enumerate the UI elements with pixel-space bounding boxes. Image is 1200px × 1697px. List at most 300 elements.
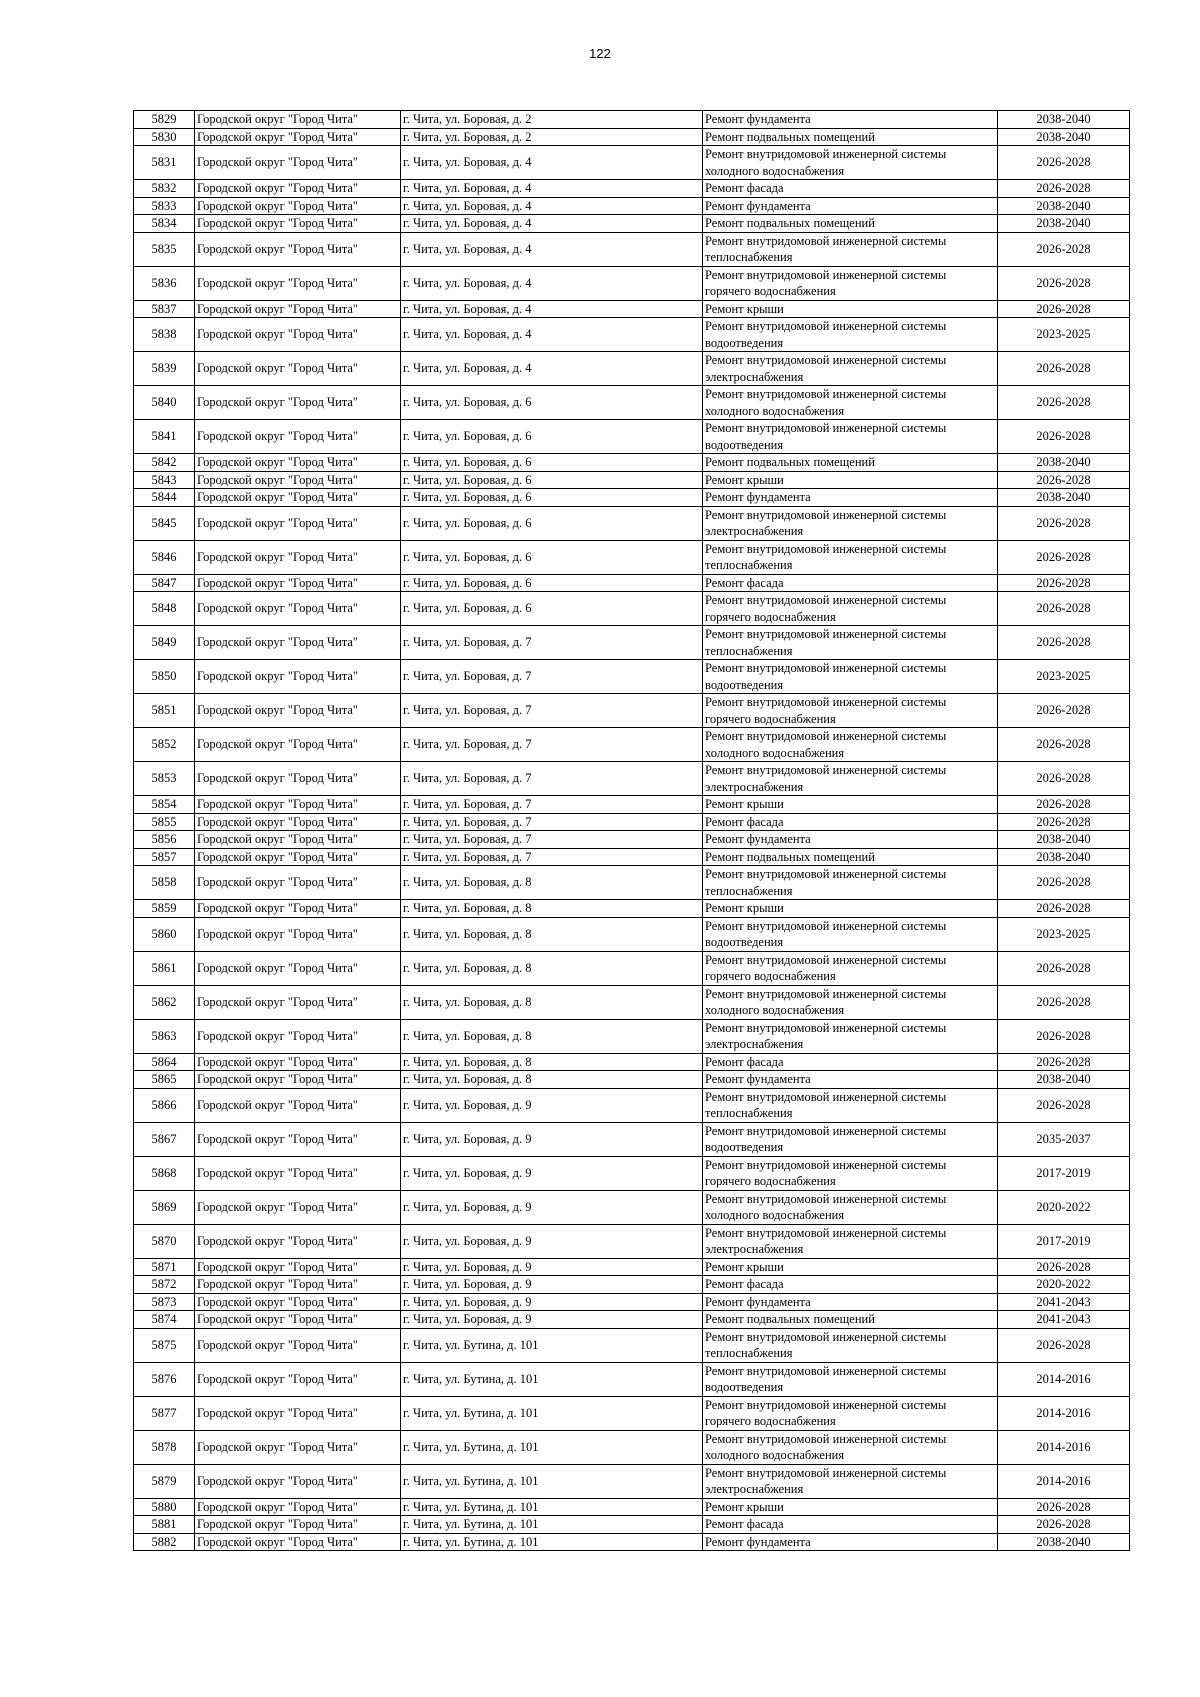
address-cell: г. Чита, ул. Боровая, д. 6 bbox=[401, 489, 703, 507]
work-type-cell: Ремонт крыши bbox=[703, 796, 998, 814]
table-row bbox=[134, 917, 1130, 951]
municipality-cell: Городской округ "Город Чита" bbox=[195, 111, 401, 129]
municipality-cell: Городской округ "Город Чита" bbox=[195, 1258, 401, 1276]
table-row bbox=[134, 728, 1130, 762]
period-cell: 2026-2028 bbox=[998, 694, 1130, 728]
row-number-cell: 5850 bbox=[134, 660, 195, 694]
table-row bbox=[134, 471, 1130, 489]
table-row bbox=[134, 146, 1130, 180]
period-cell: 2026-2028 bbox=[998, 728, 1130, 762]
row-number-cell: 5881 bbox=[134, 1516, 195, 1534]
period-cell: 2026-2028 bbox=[998, 813, 1130, 831]
row-number-cell: 5882 bbox=[134, 1533, 195, 1551]
address-cell: г. Чита, ул. Боровая, д. 9 bbox=[401, 1293, 703, 1311]
table-row bbox=[134, 1258, 1130, 1276]
municipality-cell: Городской округ "Город Чита" bbox=[195, 866, 401, 900]
period-cell: 2023-2025 bbox=[998, 917, 1130, 951]
row-number-cell: 5830 bbox=[134, 128, 195, 146]
period-cell: 2026-2028 bbox=[998, 796, 1130, 814]
address-cell: г. Чита, ул. Боровая, д. 8 bbox=[401, 917, 703, 951]
row-number-cell: 5841 bbox=[134, 420, 195, 454]
work-type-cell: Ремонт внутридомовой инженерной системы электроснабжения bbox=[703, 1019, 998, 1053]
row-number-cell: 5852 bbox=[134, 728, 195, 762]
row-number-cell: 5878 bbox=[134, 1430, 195, 1464]
table-row bbox=[134, 540, 1130, 574]
table-row bbox=[134, 1122, 1130, 1156]
work-type-cell: Ремонт внутридомовой инженерной системы горячего водоснабжения bbox=[703, 266, 998, 300]
address-cell: г. Чита, ул. Боровая, д. 8 bbox=[401, 951, 703, 985]
row-number-cell: 5869 bbox=[134, 1190, 195, 1224]
row-number-cell: 5855 bbox=[134, 813, 195, 831]
work-type-cell: Ремонт фундамента bbox=[703, 1533, 998, 1551]
table-row bbox=[134, 266, 1130, 300]
municipality-cell: Городской округ "Город Чита" bbox=[195, 1533, 401, 1551]
address-cell: г. Чита, ул. Боровая, д. 2 bbox=[401, 111, 703, 129]
work-type-cell: Ремонт фасада bbox=[703, 574, 998, 592]
period-cell: 2038-2040 bbox=[998, 489, 1130, 507]
table-row bbox=[134, 489, 1130, 507]
municipality-cell: Городской округ "Город Чита" bbox=[195, 128, 401, 146]
row-number-cell: 5862 bbox=[134, 985, 195, 1019]
work-type-cell: Ремонт подвальных помещений bbox=[703, 1311, 998, 1329]
row-number-cell: 5831 bbox=[134, 146, 195, 180]
row-number-cell: 5865 bbox=[134, 1071, 195, 1089]
row-number-cell: 5845 bbox=[134, 506, 195, 540]
address-cell: г. Чита, ул. Боровая, д. 9 bbox=[401, 1276, 703, 1294]
work-type-cell: Ремонт внутридомовой инженерной системы теплоснабжения bbox=[703, 232, 998, 266]
municipality-cell: Городской округ "Город Чита" bbox=[195, 300, 401, 318]
table-row bbox=[134, 1430, 1130, 1464]
period-cell: 2038-2040 bbox=[998, 848, 1130, 866]
address-cell: г. Чита, ул. Бутина, д. 101 bbox=[401, 1498, 703, 1516]
row-number-cell: 5834 bbox=[134, 215, 195, 233]
work-type-cell: Ремонт внутридомовой инженерной системы электроснабжения bbox=[703, 352, 998, 386]
row-number-cell: 5859 bbox=[134, 900, 195, 918]
municipality-cell: Городской округ "Город Чита" bbox=[195, 506, 401, 540]
row-number-cell: 5858 bbox=[134, 866, 195, 900]
address-cell: г. Чита, ул. Боровая, д. 4 bbox=[401, 197, 703, 215]
row-number-cell: 5877 bbox=[134, 1396, 195, 1430]
work-type-cell: Ремонт внутридомовой инженерной системы холодного водоснабжения bbox=[703, 1430, 998, 1464]
address-cell: г. Чита, ул. Боровая, д. 8 bbox=[401, 1019, 703, 1053]
address-cell: г. Чита, ул. Боровая, д. 6 bbox=[401, 471, 703, 489]
row-number-cell: 5848 bbox=[134, 592, 195, 626]
period-cell: 2026-2028 bbox=[998, 506, 1130, 540]
municipality-cell: Городской округ "Город Чита" bbox=[195, 985, 401, 1019]
period-cell: 2035-2037 bbox=[998, 1122, 1130, 1156]
period-cell: 2041-2043 bbox=[998, 1311, 1130, 1329]
work-type-cell: Ремонт внутридомовой инженерной системы электроснабжения bbox=[703, 1464, 998, 1498]
row-number-cell: 5847 bbox=[134, 574, 195, 592]
address-cell: г. Чита, ул. Боровая, д. 9 bbox=[401, 1156, 703, 1190]
table-row bbox=[134, 352, 1130, 386]
period-cell: 2017-2019 bbox=[998, 1224, 1130, 1258]
address-cell: г. Чита, ул. Бутина, д. 101 bbox=[401, 1516, 703, 1534]
municipality-cell: Городской округ "Город Чита" bbox=[195, 540, 401, 574]
period-cell: 2026-2028 bbox=[998, 386, 1130, 420]
work-type-cell: Ремонт фундамента bbox=[703, 1293, 998, 1311]
period-cell: 2038-2040 bbox=[998, 454, 1130, 472]
address-cell: г. Чита, ул. Боровая, д. 6 bbox=[401, 454, 703, 472]
table-row bbox=[134, 592, 1130, 626]
municipality-cell: Городской округ "Город Чита" bbox=[195, 1396, 401, 1430]
period-cell: 2038-2040 bbox=[998, 831, 1130, 849]
municipality-cell: Городской округ "Город Чита" bbox=[195, 626, 401, 660]
table-row bbox=[134, 180, 1130, 198]
period-cell: 2038-2040 bbox=[998, 111, 1130, 129]
row-number-cell: 5868 bbox=[134, 1156, 195, 1190]
work-type-cell: Ремонт внутридомовой инженерной системы электроснабжения bbox=[703, 1224, 998, 1258]
period-cell: 2038-2040 bbox=[998, 1533, 1130, 1551]
address-cell: г. Чита, ул. Боровая, д. 2 bbox=[401, 128, 703, 146]
address-cell: г. Чита, ул. Боровая, д. 6 bbox=[401, 574, 703, 592]
period-cell: 2026-2028 bbox=[998, 1258, 1130, 1276]
table-row bbox=[134, 1396, 1130, 1430]
municipality-cell: Городской округ "Город Чита" bbox=[195, 728, 401, 762]
period-cell: 2026-2028 bbox=[998, 626, 1130, 660]
work-type-cell: Ремонт внутридомовой инженерной системы горячего водоснабжения bbox=[703, 1396, 998, 1430]
municipality-cell: Городской округ "Город Чита" bbox=[195, 454, 401, 472]
table-row bbox=[134, 1311, 1130, 1329]
work-type-cell: Ремонт внутридомовой инженерной системы водоотведения bbox=[703, 660, 998, 694]
work-type-cell: Ремонт крыши bbox=[703, 471, 998, 489]
row-number-cell: 5842 bbox=[134, 454, 195, 472]
work-type-cell: Ремонт внутридомовой инженерной системы теплоснабжения bbox=[703, 866, 998, 900]
row-number-cell: 5846 bbox=[134, 540, 195, 574]
municipality-cell: Городской округ "Город Чита" bbox=[195, 1122, 401, 1156]
row-number-cell: 5829 bbox=[134, 111, 195, 129]
period-cell: 2023-2025 bbox=[998, 660, 1130, 694]
row-number-cell: 5853 bbox=[134, 762, 195, 796]
table-row bbox=[134, 197, 1130, 215]
work-type-cell: Ремонт внутридомовой инженерной системы холодного водоснабжения bbox=[703, 1190, 998, 1224]
period-cell: 2038-2040 bbox=[998, 197, 1130, 215]
work-type-cell: Ремонт фундамента bbox=[703, 197, 998, 215]
table-row bbox=[134, 831, 1130, 849]
row-number-cell: 5832 bbox=[134, 180, 195, 198]
table-row bbox=[134, 420, 1130, 454]
municipality-cell: Городской округ "Город Чита" bbox=[195, 900, 401, 918]
municipality-cell: Городской округ "Город Чита" bbox=[195, 1156, 401, 1190]
work-type-cell: Ремонт подвальных помещений bbox=[703, 128, 998, 146]
municipality-cell: Городской округ "Город Чита" bbox=[195, 1498, 401, 1516]
municipality-cell: Городской округ "Город Чита" bbox=[195, 831, 401, 849]
municipality-cell: Городской округ "Город Чита" bbox=[195, 1516, 401, 1534]
period-cell: 2026-2028 bbox=[998, 540, 1130, 574]
work-type-cell: Ремонт крыши bbox=[703, 300, 998, 318]
municipality-cell: Городской округ "Город Чита" bbox=[195, 1088, 401, 1122]
address-cell: г. Чита, ул. Боровая, д. 4 bbox=[401, 318, 703, 352]
period-cell: 2026-2028 bbox=[998, 866, 1130, 900]
row-number-cell: 5872 bbox=[134, 1276, 195, 1294]
address-cell: г. Чита, ул. Боровая, д. 9 bbox=[401, 1122, 703, 1156]
municipality-cell: Городской округ "Город Чита" bbox=[195, 471, 401, 489]
period-cell: 2026-2028 bbox=[998, 951, 1130, 985]
row-number-cell: 5875 bbox=[134, 1328, 195, 1362]
row-number-cell: 5839 bbox=[134, 352, 195, 386]
row-number-cell: 5836 bbox=[134, 266, 195, 300]
municipality-cell: Городской округ "Город Чита" bbox=[195, 1293, 401, 1311]
table-row bbox=[134, 660, 1130, 694]
work-type-cell: Ремонт фасада bbox=[703, 1276, 998, 1294]
work-type-cell: Ремонт внутридомовой инженерной системы электроснабжения bbox=[703, 506, 998, 540]
address-cell: г. Чита, ул. Боровая, д. 7 bbox=[401, 813, 703, 831]
work-type-cell: Ремонт подвальных помещений bbox=[703, 848, 998, 866]
municipality-cell: Городской округ "Город Чита" bbox=[195, 215, 401, 233]
period-cell: 2020-2022 bbox=[998, 1190, 1130, 1224]
table-row bbox=[134, 386, 1130, 420]
work-type-cell: Ремонт крыши bbox=[703, 900, 998, 918]
page-number: 122 bbox=[589, 46, 611, 61]
period-cell: 2026-2028 bbox=[998, 300, 1130, 318]
municipality-cell: Городской округ "Город Чита" bbox=[195, 1311, 401, 1329]
work-type-cell: Ремонт внутридомовой инженерной системы горячего водоснабжения bbox=[703, 1156, 998, 1190]
table-row bbox=[134, 1362, 1130, 1396]
address-cell: г. Чита, ул. Боровая, д. 6 bbox=[401, 540, 703, 574]
period-cell: 2041-2043 bbox=[998, 1293, 1130, 1311]
municipality-cell: Городской округ "Город Чита" bbox=[195, 1190, 401, 1224]
address-cell: г. Чита, ул. Бутина, д. 101 bbox=[401, 1362, 703, 1396]
work-type-cell: Ремонт внутридомовой инженерной системы теплоснабжения bbox=[703, 540, 998, 574]
row-number-cell: 5879 bbox=[134, 1464, 195, 1498]
period-cell: 2026-2028 bbox=[998, 985, 1130, 1019]
period-cell: 2026-2028 bbox=[998, 420, 1130, 454]
work-type-cell: Ремонт фасада bbox=[703, 180, 998, 198]
work-type-cell: Ремонт внутридомовой инженерной системы теплоснабжения bbox=[703, 1328, 998, 1362]
municipality-cell: Городской округ "Город Чита" bbox=[195, 266, 401, 300]
address-cell: г. Чита, ул. Боровая, д. 4 bbox=[401, 232, 703, 266]
municipality-cell: Городской округ "Город Чита" bbox=[195, 232, 401, 266]
work-type-cell: Ремонт фасада bbox=[703, 1053, 998, 1071]
row-number-cell: 5880 bbox=[134, 1498, 195, 1516]
table-row bbox=[134, 900, 1130, 918]
table-row bbox=[134, 1224, 1130, 1258]
row-number-cell: 5849 bbox=[134, 626, 195, 660]
row-number-cell: 5851 bbox=[134, 694, 195, 728]
table-row bbox=[134, 866, 1130, 900]
address-cell: г. Чита, ул. Боровая, д. 8 bbox=[401, 985, 703, 1019]
row-number-cell: 5871 bbox=[134, 1258, 195, 1276]
address-cell: г. Чита, ул. Боровая, д. 6 bbox=[401, 592, 703, 626]
work-type-cell: Ремонт фундамента bbox=[703, 831, 998, 849]
work-type-cell: Ремонт внутридомовой инженерной системы электроснабжения bbox=[703, 762, 998, 796]
period-cell: 2014-2016 bbox=[998, 1464, 1130, 1498]
table-row bbox=[134, 1464, 1130, 1498]
work-type-cell: Ремонт внутридомовой инженерной системы водоотведения bbox=[703, 318, 998, 352]
municipality-cell: Городской округ "Город Чита" bbox=[195, 762, 401, 796]
address-cell: г. Чита, ул. Боровая, д. 4 bbox=[401, 266, 703, 300]
row-number-cell: 5873 bbox=[134, 1293, 195, 1311]
address-cell: г. Чита, ул. Боровая, д. 4 bbox=[401, 146, 703, 180]
table-row bbox=[134, 1190, 1130, 1224]
address-cell: г. Чита, ул. Бутина, д. 101 bbox=[401, 1430, 703, 1464]
address-cell: г. Чита, ул. Боровая, д. 7 bbox=[401, 796, 703, 814]
row-number-cell: 5867 bbox=[134, 1122, 195, 1156]
row-number-cell: 5870 bbox=[134, 1224, 195, 1258]
row-number-cell: 5843 bbox=[134, 471, 195, 489]
table-row bbox=[134, 1533, 1130, 1551]
work-type-cell: Ремонт фундамента bbox=[703, 111, 998, 129]
period-cell: 2026-2028 bbox=[998, 574, 1130, 592]
row-number-cell: 5833 bbox=[134, 197, 195, 215]
row-number-cell: 5864 bbox=[134, 1053, 195, 1071]
municipality-cell: Городской округ "Город Чита" bbox=[195, 1276, 401, 1294]
period-cell: 2014-2016 bbox=[998, 1396, 1130, 1430]
work-type-cell: Ремонт крыши bbox=[703, 1498, 998, 1516]
table-row bbox=[134, 215, 1130, 233]
row-number-cell: 5863 bbox=[134, 1019, 195, 1053]
municipality-cell: Городской округ "Город Чита" bbox=[195, 318, 401, 352]
address-cell: г. Чита, ул. Боровая, д. 6 bbox=[401, 420, 703, 454]
table-row bbox=[134, 1156, 1130, 1190]
work-type-cell: Ремонт внутридомовой инженерной системы теплоснабжения bbox=[703, 1088, 998, 1122]
work-type-cell: Ремонт фасада bbox=[703, 1516, 998, 1534]
period-cell: 2026-2028 bbox=[998, 1516, 1130, 1534]
address-cell: г. Чита, ул. Боровая, д. 7 bbox=[401, 728, 703, 762]
municipality-cell: Городской округ "Город Чита" bbox=[195, 1071, 401, 1089]
address-cell: г. Чита, ул. Боровая, д. 8 bbox=[401, 900, 703, 918]
address-cell: г. Чита, ул. Боровая, д. 7 bbox=[401, 626, 703, 660]
work-type-cell: Ремонт крыши bbox=[703, 1258, 998, 1276]
table-row bbox=[134, 1516, 1130, 1534]
address-cell: г. Чита, ул. Бутина, д. 101 bbox=[401, 1396, 703, 1430]
address-cell: г. Чита, ул. Боровая, д. 4 bbox=[401, 352, 703, 386]
table-row bbox=[134, 694, 1130, 728]
work-type-cell: Ремонт внутридомовой инженерной системы водоотведения bbox=[703, 1122, 998, 1156]
municipality-cell: Городской округ "Город Чита" bbox=[195, 1224, 401, 1258]
municipality-cell: Городской округ "Город Чита" bbox=[195, 1328, 401, 1362]
municipality-cell: Городской округ "Город Чита" bbox=[195, 386, 401, 420]
municipality-cell: Городской округ "Город Чита" bbox=[195, 180, 401, 198]
row-number-cell: 5866 bbox=[134, 1088, 195, 1122]
work-type-cell: Ремонт подвальных помещений bbox=[703, 454, 998, 472]
address-cell: г. Чита, ул. Боровая, д. 4 bbox=[401, 180, 703, 198]
address-cell: г. Чита, ул. Боровая, д. 7 bbox=[401, 660, 703, 694]
address-cell: г. Чита, ул. Боровая, д. 4 bbox=[401, 215, 703, 233]
address-cell: г. Чита, ул. Бутина, д. 101 bbox=[401, 1328, 703, 1362]
row-number-cell: 5835 bbox=[134, 232, 195, 266]
period-cell: 2026-2028 bbox=[998, 1088, 1130, 1122]
table-row bbox=[134, 1498, 1130, 1516]
table-row bbox=[134, 1071, 1130, 1089]
address-cell: г. Чита, ул. Боровая, д. 6 bbox=[401, 506, 703, 540]
table-row bbox=[134, 1293, 1130, 1311]
work-type-cell: Ремонт внутридомовой инженерной системы горячего водоснабжения bbox=[703, 592, 998, 626]
period-cell: 2026-2028 bbox=[998, 471, 1130, 489]
municipality-cell: Городской округ "Город Чита" bbox=[195, 917, 401, 951]
table-row bbox=[134, 318, 1130, 352]
row-number-cell: 5838 bbox=[134, 318, 195, 352]
municipality-cell: Городской округ "Город Чита" bbox=[195, 1053, 401, 1071]
table-row bbox=[134, 796, 1130, 814]
municipality-cell: Городской округ "Город Чита" bbox=[195, 1464, 401, 1498]
work-type-cell: Ремонт внутридомовой инженерной системы холодного водоснабжения bbox=[703, 985, 998, 1019]
table-row bbox=[134, 813, 1130, 831]
municipality-cell: Городской округ "Город Чита" bbox=[195, 592, 401, 626]
period-cell: 2023-2025 bbox=[998, 318, 1130, 352]
municipality-cell: Городской округ "Город Чита" bbox=[195, 146, 401, 180]
work-type-cell: Ремонт подвальных помещений bbox=[703, 215, 998, 233]
work-type-cell: Ремонт внутридомовой инженерной системы горячего водоснабжения bbox=[703, 951, 998, 985]
row-number-cell: 5857 bbox=[134, 848, 195, 866]
period-cell: 2026-2028 bbox=[998, 1328, 1130, 1362]
address-cell: г. Чита, ул. Боровая, д. 7 bbox=[401, 848, 703, 866]
municipality-cell: Городской округ "Город Чита" bbox=[195, 420, 401, 454]
address-cell: г. Чита, ул. Боровая, д. 8 bbox=[401, 1071, 703, 1089]
municipality-cell: Городской округ "Город Чита" bbox=[195, 1362, 401, 1396]
table-row bbox=[134, 951, 1130, 985]
period-cell: 2026-2028 bbox=[998, 266, 1130, 300]
table-row bbox=[134, 985, 1130, 1019]
work-type-cell: Ремонт фундамента bbox=[703, 489, 998, 507]
period-cell: 2026-2028 bbox=[998, 232, 1130, 266]
work-type-cell: Ремонт внутридомовой инженерной системы горячего водоснабжения bbox=[703, 694, 998, 728]
work-type-cell: Ремонт внутридомовой инженерной системы холодного водоснабжения bbox=[703, 146, 998, 180]
period-cell: 2026-2028 bbox=[998, 900, 1130, 918]
municipality-cell: Городской округ "Город Чита" bbox=[195, 813, 401, 831]
table-row bbox=[134, 454, 1130, 472]
table-row bbox=[134, 300, 1130, 318]
table-row bbox=[134, 574, 1130, 592]
municipality-cell: Городской округ "Город Чита" bbox=[195, 848, 401, 866]
municipality-cell: Городской округ "Город Чита" bbox=[195, 352, 401, 386]
address-cell: г. Чита, ул. Боровая, д. 6 bbox=[401, 386, 703, 420]
table-row bbox=[134, 762, 1130, 796]
period-cell: 2038-2040 bbox=[998, 215, 1130, 233]
address-cell: г. Чита, ул. Боровая, д. 7 bbox=[401, 694, 703, 728]
municipality-cell: Городской округ "Город Чита" bbox=[195, 660, 401, 694]
table-row bbox=[134, 1276, 1130, 1294]
period-cell: 2026-2028 bbox=[998, 352, 1130, 386]
period-cell: 2026-2028 bbox=[998, 592, 1130, 626]
address-cell: г. Чита, ул. Боровая, д. 9 bbox=[401, 1311, 703, 1329]
address-cell: г. Чита, ул. Боровая, д. 4 bbox=[401, 300, 703, 318]
period-cell: 2038-2040 bbox=[998, 128, 1130, 146]
period-cell: 2026-2028 bbox=[998, 180, 1130, 198]
municipality-cell: Городской округ "Город Чита" bbox=[195, 796, 401, 814]
work-type-cell: Ремонт внутридомовой инженерной системы холодного водоснабжения bbox=[703, 386, 998, 420]
address-cell: г. Чита, ул. Бутина, д. 101 bbox=[401, 1464, 703, 1498]
repair-schedule-table bbox=[133, 110, 1130, 1551]
municipality-cell: Городской округ "Город Чита" bbox=[195, 951, 401, 985]
municipality-cell: Городской округ "Город Чита" bbox=[195, 489, 401, 507]
period-cell: 2026-2028 bbox=[998, 1498, 1130, 1516]
table-row bbox=[134, 1019, 1130, 1053]
period-cell: 2014-2016 bbox=[998, 1362, 1130, 1396]
row-number-cell: 5876 bbox=[134, 1362, 195, 1396]
work-type-cell: Ремонт внутридомовой инженерной системы теплоснабжения bbox=[703, 626, 998, 660]
address-cell: г. Чита, ул. Боровая, д. 9 bbox=[401, 1088, 703, 1122]
table-row bbox=[134, 848, 1130, 866]
municipality-cell: Городской округ "Город Чита" bbox=[195, 197, 401, 215]
address-cell: г. Чита, ул. Боровая, д. 9 bbox=[401, 1190, 703, 1224]
period-cell: 2017-2019 bbox=[998, 1156, 1130, 1190]
table-row bbox=[134, 626, 1130, 660]
table-row bbox=[134, 1088, 1130, 1122]
address-cell: г. Чита, ул. Боровая, д. 9 bbox=[401, 1224, 703, 1258]
municipality-cell: Городской округ "Город Чита" bbox=[195, 1430, 401, 1464]
work-type-cell: Ремонт внутридомовой инженерной системы водоотведения bbox=[703, 917, 998, 951]
work-type-cell: Ремонт фасада bbox=[703, 813, 998, 831]
municipality-cell: Городской округ "Город Чита" bbox=[195, 1019, 401, 1053]
table-row bbox=[134, 232, 1130, 266]
address-cell: г. Чита, ул. Боровая, д. 7 bbox=[401, 762, 703, 796]
work-type-cell: Ремонт внутридомовой инженерной системы холодного водоснабжения bbox=[703, 728, 998, 762]
row-number-cell: 5844 bbox=[134, 489, 195, 507]
address-cell: г. Чита, ул. Боровая, д. 8 bbox=[401, 1053, 703, 1071]
table-row bbox=[134, 1053, 1130, 1071]
period-cell: 2014-2016 bbox=[998, 1430, 1130, 1464]
